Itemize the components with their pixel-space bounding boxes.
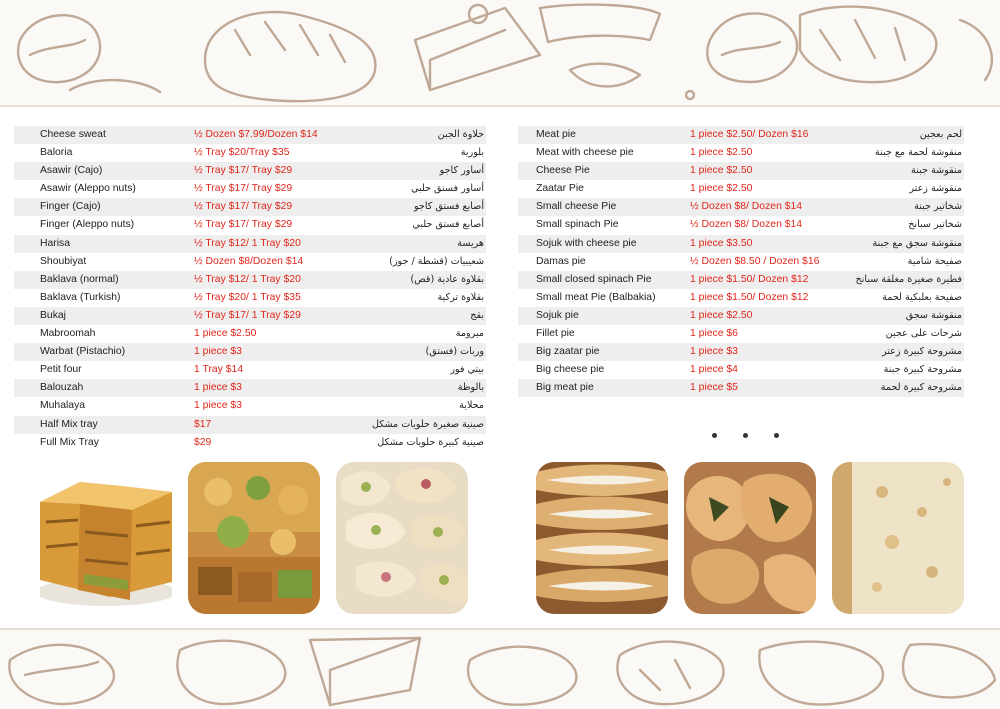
- item-price: 1 piece $6: [690, 328, 738, 340]
- item-name-arabic: صفيحة بعلبكية لحمة: [882, 291, 962, 303]
- item-name-arabic: أساور فستق حلبي: [410, 183, 484, 195]
- item-name-arabic: بقج: [470, 309, 484, 321]
- item-name-arabic: صينية كبيرة حلويات مشكل: [377, 436, 484, 448]
- menu-item-row: [518, 343, 964, 361]
- item-name-arabic: منقوشة سجق: [905, 309, 962, 321]
- item-price: 1 piece $3: [194, 400, 242, 412]
- item-name-arabic: محلاية: [459, 400, 484, 412]
- bakery-sketch-footer: [0, 628, 1000, 709]
- item-price: 1 piece $3: [690, 346, 738, 358]
- menu-item-row: [14, 253, 486, 271]
- menu-item-row: [518, 361, 964, 379]
- item-price: ½ Dozen $7.99/Dozen $14: [194, 129, 318, 140]
- menu-item-row: [518, 235, 964, 253]
- item-price: ½ Dozen $8.50 / Dozen $16: [690, 255, 820, 267]
- item-name-arabic: بالوظة: [457, 382, 484, 394]
- warbat-pastries-photo: [336, 462, 468, 614]
- item-name: Balouzah: [40, 382, 84, 394]
- item-price: $17: [194, 418, 212, 430]
- bakery-sketch-illustration: [0, 0, 1000, 105]
- item-price: $29: [194, 436, 212, 448]
- item-name-arabic: شخاتير سبانخ: [908, 219, 962, 231]
- item-name-arabic: لحم بعجين: [919, 129, 962, 140]
- item-name-arabic: أصابع فستق كاجو: [413, 201, 484, 213]
- dot-icon: [743, 433, 748, 438]
- item-price: ½ Tray $20/ 1 Tray $35: [194, 291, 301, 303]
- menu-item-row: [518, 379, 964, 397]
- item-price: 1 piece $2.50: [194, 328, 257, 340]
- item-price: ½ Tray $12/ 1 Tray $20: [194, 237, 301, 249]
- menu-item-row: [518, 198, 964, 216]
- item-name: Big cheese pie: [536, 364, 605, 376]
- menu-item-row: [518, 180, 964, 198]
- menu-item-row: [14, 162, 486, 180]
- cheese-boats-photo: [536, 462, 668, 614]
- bakery-sketch-illustration: [0, 630, 1000, 709]
- menu-item-row: [14, 289, 486, 307]
- item-name-arabic: منقوشة لحمة مع جبنة: [874, 147, 962, 159]
- menu-item-row: [518, 253, 964, 271]
- item-name: Zaatar Pie: [536, 183, 584, 195]
- item-price: ½ Tray $17/ Tray $29: [194, 183, 293, 195]
- item-name: Asawir (Cajo): [40, 165, 103, 177]
- item-price: 1 piece $1.50/ Dozen $12: [690, 273, 809, 285]
- menu-item-row: [14, 307, 486, 325]
- item-price: 1 piece $4: [690, 364, 738, 376]
- mixed-sweets-tray-photo: [188, 462, 320, 614]
- item-name-arabic: مشروحة كبيرة لحمة: [880, 382, 962, 394]
- item-name: Small spinach Pie: [536, 219, 619, 231]
- menu-item-row: [14, 271, 486, 289]
- item-name: Damas pie: [536, 255, 586, 267]
- item-name-arabic: بقلاوة تركية: [437, 291, 484, 303]
- menu-item-row: [14, 343, 486, 361]
- menu-item-row: [14, 379, 486, 397]
- item-name-arabic: فطيرة صغيرة مغلقة سبانخ: [855, 273, 962, 285]
- item-name: Sojuk with cheese pie: [536, 237, 637, 249]
- item-price: 1 piece $5: [690, 382, 738, 394]
- baklava-photo: [40, 462, 172, 614]
- menu-item-row: [518, 144, 964, 162]
- item-name-arabic: أصابع فستق حلبي: [412, 219, 484, 231]
- flatbread-pie-photo: [832, 462, 964, 614]
- menu-item-row: [14, 416, 486, 434]
- item-name: Baklava (Turkish): [40, 291, 121, 303]
- item-name: Shoubiyat: [40, 255, 87, 267]
- item-name: Small meat Pie (Balbakia): [536, 291, 656, 303]
- item-name-arabic: مشروحة كبيرة زعتر: [881, 346, 962, 358]
- item-name: Meat with cheese pie: [536, 147, 634, 159]
- item-price: ½ Tray $17/ Tray $29: [194, 219, 293, 231]
- item-name: Big meat pie: [536, 382, 594, 394]
- item-name: Asawir (Aleppo nuts): [40, 183, 136, 195]
- menu-item-row: [518, 271, 964, 289]
- item-name-arabic: أساور كاجو: [439, 165, 484, 177]
- item-name: Bukaj: [40, 309, 66, 321]
- item-price: 1 piece $3: [194, 382, 242, 394]
- item-price: ½ Tray $17/ Tray $29: [194, 201, 293, 213]
- item-price: ½ Dozen $8/ Dozen $14: [690, 201, 803, 213]
- menu-item-row: [14, 126, 486, 144]
- menu-item-row: [14, 325, 486, 343]
- item-name-arabic: شعيبيات (قشطة / جوز): [389, 255, 484, 267]
- item-price: 1 piece $3.50: [690, 237, 753, 249]
- menu-item-row: [518, 325, 964, 343]
- item-price: 1 Tray $14: [194, 364, 244, 376]
- item-name: Mabroomah: [40, 328, 96, 340]
- ellipsis-dots: [712, 425, 805, 437]
- item-name: Big zaatar pie: [536, 346, 600, 358]
- dot-icon: [712, 433, 717, 438]
- item-price: ½ Tray $17/ 1 Tray $29: [194, 309, 301, 321]
- item-name: Half Mix tray: [40, 418, 98, 430]
- item-name-arabic: شرحات على عجين: [885, 328, 962, 340]
- item-name-arabic: بيتي فور: [450, 364, 484, 376]
- menu-item-row: [14, 434, 486, 452]
- item-name: Small cheese Pie: [536, 201, 617, 213]
- item-name: Petit four: [40, 364, 82, 376]
- menu-item-row: [14, 235, 486, 253]
- item-price: ½ Tray $12/ 1 Tray $20: [194, 273, 301, 285]
- item-name-arabic: منقوشة جبنة: [911, 165, 962, 177]
- item-price: 1 piece $2.50/ Dozen $16: [690, 129, 809, 140]
- item-name-arabic: شخاتير جبنة: [914, 201, 962, 213]
- item-price: 1 piece $1.50/ Dozen $12: [690, 291, 809, 303]
- item-price: 1 piece $2.50: [690, 165, 753, 177]
- menu-item-row: [518, 126, 964, 144]
- item-name-arabic: منقوشة سجق مع جبنة: [872, 237, 962, 249]
- item-name-arabic: مشروحة كبيرة جبنة: [883, 364, 962, 376]
- item-name-arabic: بلورية: [460, 147, 484, 159]
- item-name: Finger (Cajo): [40, 201, 101, 213]
- menu-item-row: [518, 307, 964, 325]
- item-name: Finger (Aleppo nuts): [40, 219, 135, 231]
- item-name-arabic: حلاوة الجبن: [437, 129, 484, 140]
- menu-item-row: [518, 162, 964, 180]
- menu-item-row: [14, 397, 486, 415]
- item-price: 1 piece $2.50: [690, 147, 753, 159]
- item-name: Harisa: [40, 237, 71, 249]
- item-name: Full Mix Tray: [40, 436, 99, 448]
- item-name-arabic: وربات (فستق): [425, 346, 484, 358]
- item-name: Baklava (normal): [40, 273, 119, 285]
- item-price: ½ Tray $17/ Tray $29: [194, 165, 293, 177]
- menu-item-row: [518, 289, 964, 307]
- item-name-arabic: مبرومة: [455, 328, 484, 340]
- bakery-sketch-header: [0, 0, 1000, 107]
- item-name-arabic: صينية صغيرة حلويات مشكل: [371, 418, 484, 430]
- item-name: Sojuk pie: [536, 309, 579, 321]
- item-name: Baloria: [40, 147, 73, 159]
- item-price: ½ Dozen $8/Dozen $14: [194, 255, 304, 267]
- item-name: Cheese Pie: [536, 165, 590, 177]
- menu-item-row: [14, 144, 486, 162]
- item-price: 1 piece $2.50: [690, 183, 753, 195]
- sweets-menu-list: [14, 126, 486, 452]
- menu-item-row: [14, 361, 486, 379]
- item-name-arabic: منقوشة زعتر: [909, 183, 962, 195]
- item-price: ½ Tray $20/Tray $35: [194, 147, 290, 159]
- item-name: Cheese sweat: [40, 129, 106, 140]
- spinach-pies-photo: [684, 462, 816, 614]
- item-name: Fillet pie: [536, 328, 575, 340]
- item-name: Meat pie: [536, 129, 576, 140]
- menu-item-row: [14, 198, 486, 216]
- menu-item-row: [14, 216, 486, 234]
- item-name: Warbat (Pistachio): [40, 346, 126, 358]
- pies-menu-list: [518, 126, 964, 397]
- dot-icon: [774, 433, 779, 438]
- item-name-arabic: بقلاوة عادية (قص): [410, 273, 484, 285]
- item-price: 1 piece $3: [194, 346, 242, 358]
- item-name-arabic: صفيحة شامية: [907, 255, 962, 267]
- item-name: Muhalaya: [40, 400, 86, 412]
- item-name-arabic: هريسة: [457, 237, 484, 249]
- item-name: Small closed spinach Pie: [536, 273, 652, 285]
- menu-item-row: [14, 180, 486, 198]
- menu-item-row: [518, 216, 964, 234]
- item-price: 1 piece $2.50: [690, 309, 753, 321]
- item-price: ½ Dozen $8/ Dozen $14: [690, 219, 803, 231]
